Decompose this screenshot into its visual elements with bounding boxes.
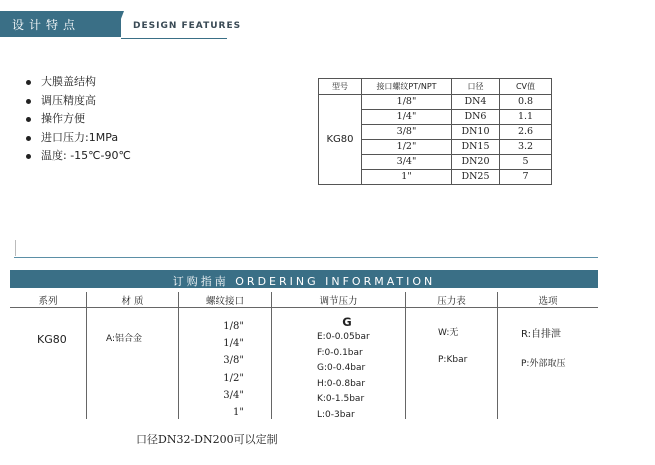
spec-size-cell: DN6 (452, 110, 500, 125)
spec-thread-cell: 1/4" (362, 110, 452, 125)
feature-list (26, 73, 131, 166)
spec-size-cell: DN4 (452, 95, 500, 110)
spec-size-cell: DN25 (452, 170, 500, 185)
pressure-option: H:0-0.8bar (317, 378, 366, 389)
spec-cv-cell: 7 (500, 170, 552, 185)
spec-thread-cell: 3/4" (362, 155, 452, 170)
spec-header-cv: CV值 (500, 79, 552, 95)
pressure-option: G:0-0.4bar (317, 363, 366, 374)
ordering-thread-list (188, 318, 244, 421)
column-divider (271, 292, 272, 419)
pressure-option: F:0-0.1bar (317, 347, 363, 358)
column-divider (405, 292, 406, 419)
spec-thread-cell: 1/8" (362, 95, 452, 110)
section-tab-design (0, 11, 121, 37)
col-header-material: 材 质 (121, 296, 144, 307)
column-divider (178, 292, 179, 419)
spec-cv-cell: 0.8 (500, 95, 552, 110)
spec-header-thread: 接口螺纹PT/NPT (362, 79, 452, 95)
spec-model-cell: KG80 (319, 95, 362, 185)
ordering-pressure-list (317, 314, 377, 424)
spec-cv-cell: 3.2 (500, 140, 552, 155)
ordering-series-value: KG80 (37, 333, 67, 346)
thread-option: 1/2" (223, 372, 244, 384)
thread-option: 1/4" (223, 338, 244, 350)
ordering-material-value: A:铝合金 (106, 334, 143, 344)
feature-item: 操作方便 (26, 110, 131, 129)
col-header-options: 选项 (538, 296, 558, 307)
spec-cv-cell: 5 (500, 155, 552, 170)
spec-table (318, 78, 552, 185)
spec-thread-cell: 1/2" (362, 140, 452, 155)
gauge-option: P:Kbar (438, 355, 468, 365)
thread-option: 1" (233, 407, 244, 419)
thread-option: 1/8" (223, 321, 244, 332)
footer-note: 口径DN32-DN200可以定制 (136, 433, 278, 446)
thread-option: 3/4" (223, 389, 244, 401)
feature-item: 大膜盖结构 (26, 73, 131, 92)
divider-tick (15, 240, 16, 256)
pressure-option: K:0-1.5bar (317, 394, 365, 405)
design-title-cn: 设计特点 (12, 18, 81, 32)
pressure-option: L:0-3bar (317, 409, 355, 420)
feature-item: 调压精度高 (26, 92, 131, 111)
table-row (319, 95, 552, 110)
spec-thread-cell: 3/8" (362, 125, 452, 140)
col-header-thread: 螺纹接口 (205, 296, 244, 307)
section-divider (14, 257, 598, 258)
spec-header-model: 型号 (319, 79, 362, 95)
spec-thread-cell: 1" (362, 170, 452, 185)
header-underline (121, 38, 227, 39)
column-divider (86, 292, 87, 419)
pressure-code: G (342, 315, 352, 329)
ordering-header-line (10, 307, 598, 308)
design-title-en: DESIGN FEATURES (133, 21, 242, 31)
option-item: R:自排泄 (521, 329, 562, 340)
option-item: P:外部取压 (521, 359, 566, 369)
spec-size-cell: DN10 (452, 125, 500, 140)
ordering-title: 订购指南 ORDERING INFORMATION (172, 275, 436, 288)
col-header-gauge: 压力表 (437, 296, 466, 307)
col-header-pressure: 调节压力 (319, 296, 358, 307)
col-header-series: 系列 (38, 296, 58, 307)
tab-notch (114, 11, 124, 37)
feature-item: 温度: -15℃-90℃ (26, 147, 131, 166)
column-divider (497, 292, 498, 419)
spec-cv-cell: 2.6 (500, 125, 552, 140)
spec-size-cell: DN15 (452, 140, 500, 155)
spec-header-size: 口径 (452, 79, 500, 95)
thread-option: 3/8" (223, 355, 244, 367)
gauge-option: W:无 (438, 328, 459, 338)
ordering-title-bar (10, 270, 598, 288)
feature-item: 进口压力:1MPa (26, 129, 131, 148)
spec-cv-cell: 1.1 (500, 110, 552, 125)
spec-size-cell: DN20 (452, 155, 500, 170)
pressure-option: E:0-0.05bar (317, 332, 370, 342)
